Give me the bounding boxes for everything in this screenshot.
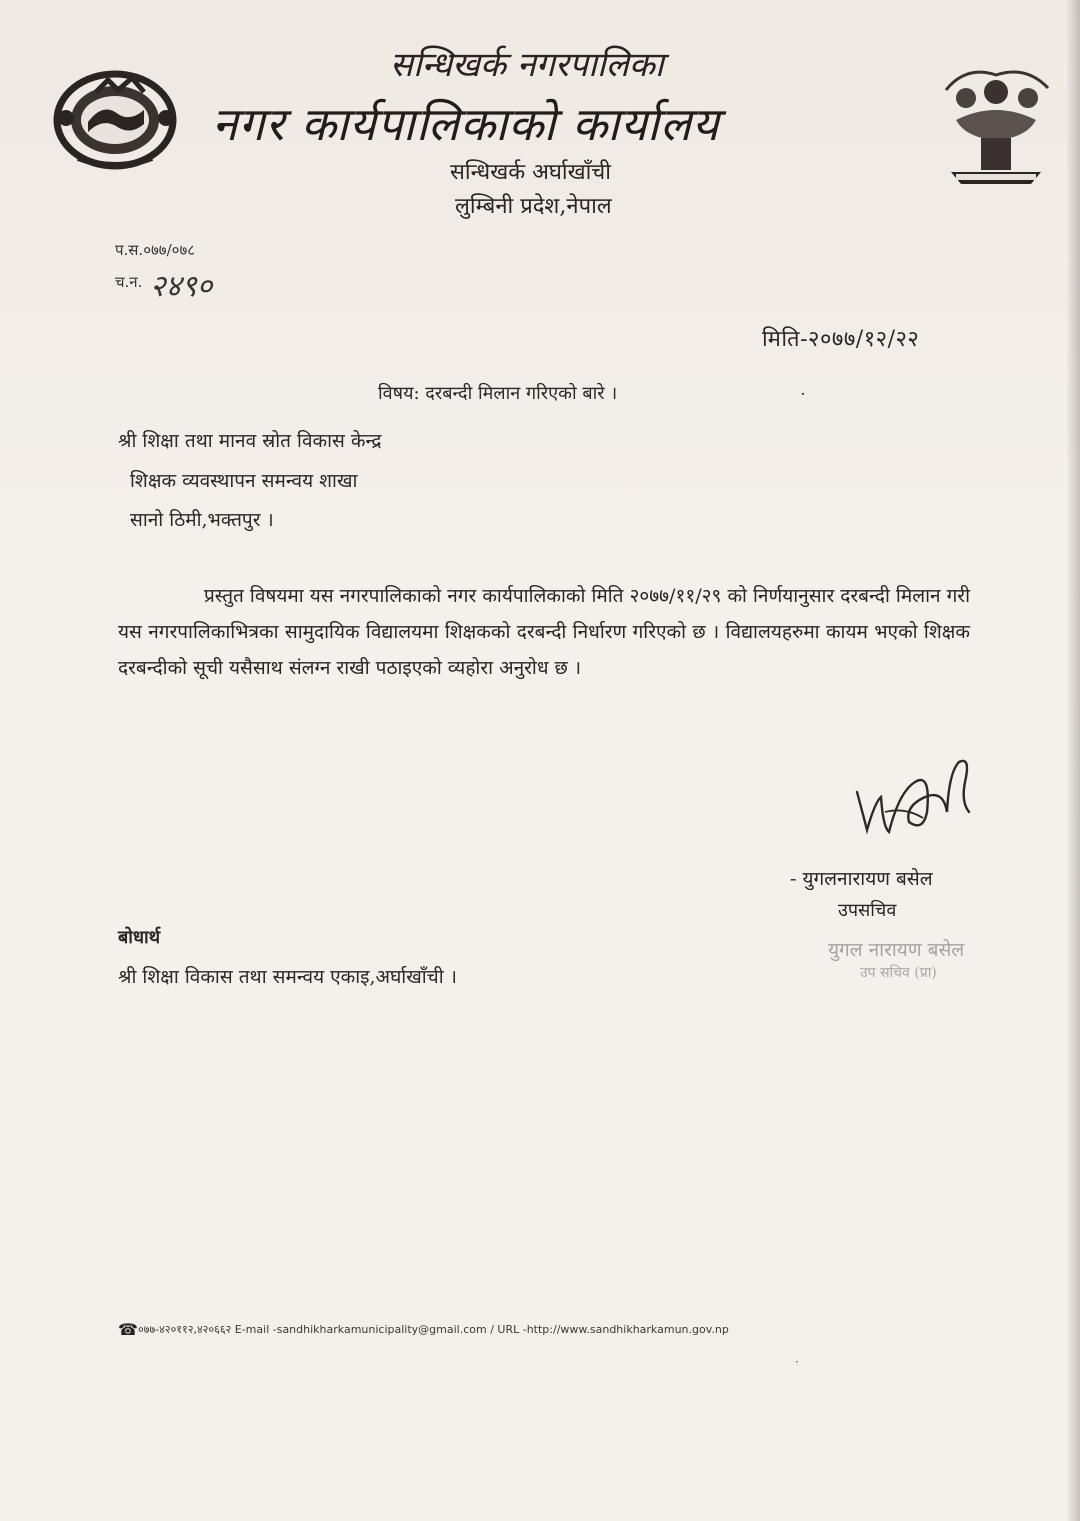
signatory-designation: उपसचिव (838, 900, 897, 921)
cc-label: बोधार्थ (118, 927, 161, 948)
footer-contact: ०७७-४२०११२,४२०६६२ E-mail -sandhikharkamunicipality@gmail.com / URL -http://www.sandhikharkamun.gov.np (138, 1323, 729, 1336)
addressee-line-1: श्री शिक्षा तथा मानव स्रोत विकास केन्द्र (118, 430, 382, 452)
letter-date: मिति-२०७७/१२/२२ (762, 327, 920, 352)
phone-icon: ☎ (118, 1320, 138, 1339)
fiscal-year-ref: प.स.०७७/०७८ (115, 241, 196, 259)
office-title: नगर कार्यपालिकाको कार्यालय (212, 97, 720, 151)
page-edge-shadow (1066, 0, 1080, 1521)
nepal-emblem-icon (48, 62, 183, 172)
handwritten-signature (845, 752, 985, 852)
office-place: सन्धिखर्क अर्घाखाँची (450, 160, 611, 185)
signatory-name: - युगलनारायण बसेल (790, 868, 933, 890)
stray-mark: · (795, 1355, 799, 1369)
addressee-line-2: शिक्षक व्यवस्थापन समन्वय शाखा (130, 470, 358, 492)
stamp-name: युगल नारायण बसेल (828, 939, 965, 961)
addressee-line-3: सानो ठिमी,भक्तपुर । (130, 509, 274, 531)
office-province: लुम्बिनी प्रदेश,नेपाल (455, 194, 612, 219)
dispatch-number: २४९० (150, 269, 213, 304)
dispatch-label: च.न. (115, 273, 143, 291)
municipality-logo-icon (936, 60, 1056, 190)
letter-subject: विषय: दरबन्दी मिलान गरिएको बारे । (378, 383, 618, 404)
letter-body: प्रस्तुत विषयमा यस नगरपालिकाको नगर कार्यपालिकाको मिति २०७७/११/२९ को निर्णयानुसार दरबन्दी मिलान गरी यस नगरपालिकाभित्रका सामुदायिक विद्यालयमा शिक्षकको दरबन्दी निर्धारण गरिएको छ । विद्यालयहरुमा कायम भएको शिक्षक दरबन्दीको सूची यसैसाथ संलग्न राखी पठाइएको व्यहोरा अनुरोध छ । (118, 585, 970, 679)
municipality-name: सन्धिखर्क नगरपालिका (390, 45, 664, 85)
stamp-title: उप सचिव (प्रा) (860, 965, 937, 981)
stray-mark: · (800, 384, 806, 405)
cc-recipient: श्री शिक्षा विकास तथा समन्वय एकाइ,अर्घाखाँची । (118, 966, 457, 988)
